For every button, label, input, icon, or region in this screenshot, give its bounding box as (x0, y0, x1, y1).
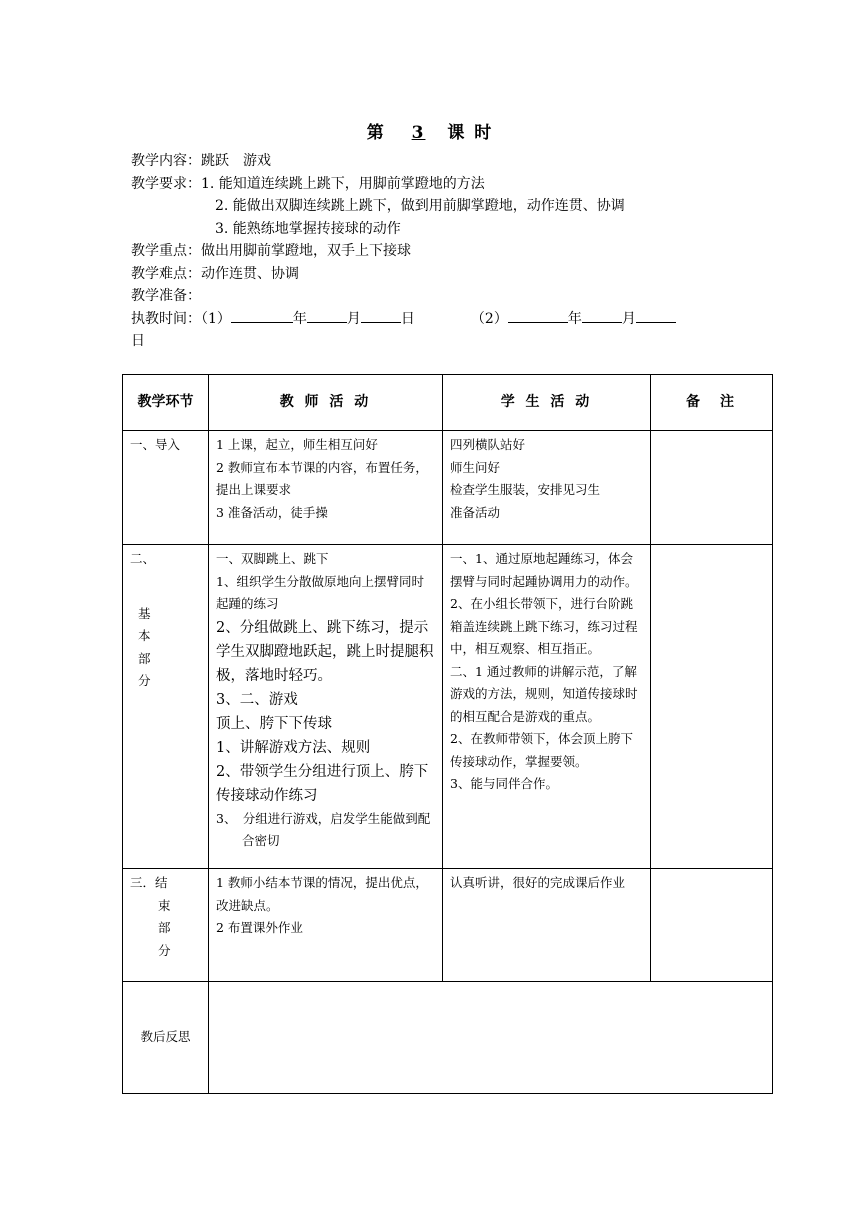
student-line: 认真听讲，很好的完成课后作业 (450, 875, 626, 890)
teacher-line: 1 教师小结本节课的情况，提出优点，改进缺点。 (216, 875, 428, 913)
teacher-line: 3、二、游戏 (216, 691, 298, 708)
preparation-label: 教学准备： (131, 288, 201, 304)
stage-basic-char: 基 (138, 605, 151, 621)
table-header-row (123, 375, 773, 431)
content-value: 跳跃 游戏 (201, 153, 271, 169)
year-label: 年 (292, 310, 307, 327)
lesson-title (0, 118, 860, 143)
notes-basic (651, 545, 773, 869)
teacher-line: 2、分组做跳上、跳下练习，提示学生双脚蹬地跃起，跳上时提腿积极，落地时轻巧。 (216, 619, 434, 684)
month-label: 月 (346, 310, 361, 327)
teacher-line: 2 布置课外作业 (216, 920, 303, 935)
teacher-line: 1、讲解游戏方法、规则 (216, 739, 371, 756)
lesson-number: 3 (411, 123, 426, 143)
requirement-item: 1. 能知道连续跳上跳下，用脚前掌蹬地的方法 (201, 175, 485, 192)
content-row (131, 150, 751, 173)
notes-intro (651, 431, 773, 545)
student-line: 3、能与同伴合作。 (450, 776, 558, 791)
notes-end (651, 869, 773, 982)
time-two-label: （2） (470, 310, 508, 327)
title-prefix: 第 (366, 123, 386, 143)
title-suffix: 课 时 (447, 123, 494, 143)
year-label: 年 (567, 310, 582, 327)
header-teacher-activity: 教 师 活 动 (209, 375, 443, 431)
teacher-line: 3、 分组进行游戏，启发学生能做到配合密切 (216, 810, 431, 848)
stage-reflection: 教后反思 (123, 982, 209, 1094)
header-notes: 备 注 (651, 375, 773, 431)
teacher-line: 1 上课，起立，师生相互问好 (216, 437, 378, 452)
stage-end-number: 三．结 (130, 875, 168, 890)
requirement-item: 2. 能做出双脚连续跳上跳下，做到用前脚掌蹬地，动作连贯、协调 (215, 198, 625, 214)
stage-basic (123, 545, 209, 869)
key-point-label: 教学重点： (131, 243, 201, 259)
student-line: 二、1 通过教师的讲解示范，了解游戏的方法，规则，知道传接球时的相互配合是游戏的重点。 (450, 663, 638, 724)
student-line: 四列横队站好 (450, 437, 526, 452)
month-blank (307, 308, 347, 323)
student-line: 准备活动 (450, 504, 501, 520)
student-activity-end (443, 869, 651, 982)
difficulty-label: 教学难点： (131, 265, 201, 282)
header-student-activity: 学 生 活 动 (443, 375, 651, 431)
month-label: 月 (621, 310, 636, 327)
stage-intro: 一、导入 (123, 431, 209, 545)
requirement-row (131, 218, 751, 241)
stage-end-char: 部 (158, 920, 171, 935)
content-label: 教学内容： (131, 153, 201, 169)
key-point-row (131, 240, 751, 263)
preparation-row (131, 285, 751, 308)
teacher-activity-basic (209, 545, 443, 869)
day-label: 日 (400, 310, 415, 327)
time-one-label: （1） (201, 310, 231, 327)
student-line: 一、1、通过原地起踵练习，体会摆臂与同时起踵协调用力的动作。 (450, 551, 638, 589)
stage-basic-char: 分 (138, 673, 151, 688)
teacher-line: 2 教师宣布本节课的内容，布置任务，提出上课要求 (216, 459, 428, 497)
reflection-content (209, 982, 773, 1094)
student-line: 检查学生服装，安排见习生 (450, 482, 601, 497)
teacher-line: 2、带领学生分组进行顶上、胯下传接球动作练习 (216, 763, 429, 804)
lesson-info (131, 150, 751, 353)
day-label: 日 (131, 333, 145, 349)
teaching-time-label: 执教时间： (131, 310, 201, 327)
year-blank (508, 308, 568, 323)
stage-basic-char: 本 (138, 628, 151, 643)
teacher-line: 顶上、胯下下传球 (216, 715, 332, 732)
month-blank (582, 308, 622, 323)
requirement-row (131, 195, 751, 218)
requirement-item: 3. 能熟练地掌握抟接球的动作 (215, 220, 401, 237)
table-row-basic (123, 545, 773, 869)
year-blank (231, 308, 293, 323)
stage-end-char: 分 (158, 942, 171, 958)
difficulty-value: 动作连贯、协调 (201, 265, 299, 282)
student-activity-intro (443, 431, 651, 545)
requirement-row (131, 173, 751, 196)
teacher-activity-end (209, 869, 443, 982)
table-row-end (123, 869, 773, 982)
student-activity-basic (443, 545, 651, 869)
day-blank (361, 308, 401, 323)
teacher-line: 3 准备活动，徒手操 (216, 504, 328, 520)
teaching-time-row-wrap (131, 330, 751, 353)
teacher-line: 1、组织学生分散做原地向上摆臂同时起踵的练习 (216, 573, 424, 611)
stage-basic-char: 部 (138, 650, 151, 666)
stage-basic-number: 二、 (130, 551, 156, 566)
student-line: 师生问好 (450, 459, 501, 475)
difficulty-row (131, 263, 751, 286)
lesson-plan-table (122, 374, 773, 1094)
table-row-intro (123, 431, 773, 545)
student-line: 2、在教师带领下，体会顶上胯下传接球动作，掌握要领。 (450, 731, 633, 769)
teaching-time-row (131, 308, 751, 331)
stage-end (123, 869, 209, 982)
student-line: 2、在小组长带领下，进行台阶跳箱盖连续跳上跳下练习，练习过程中，相互观察、相互指正。 (450, 596, 638, 656)
stage-end-char: 束 (158, 897, 171, 913)
teacher-line: 一、双脚跳上、跳下 (216, 551, 329, 566)
header-stage: 教学环节 (123, 375, 209, 431)
key-point-value: 做出用脚前掌蹬地，双手上下接球 (201, 243, 411, 259)
teacher-activity-intro (209, 431, 443, 545)
table-row-reflection (123, 982, 773, 1094)
day-blank (636, 308, 676, 323)
requirement-label: 教学要求： (131, 175, 201, 192)
